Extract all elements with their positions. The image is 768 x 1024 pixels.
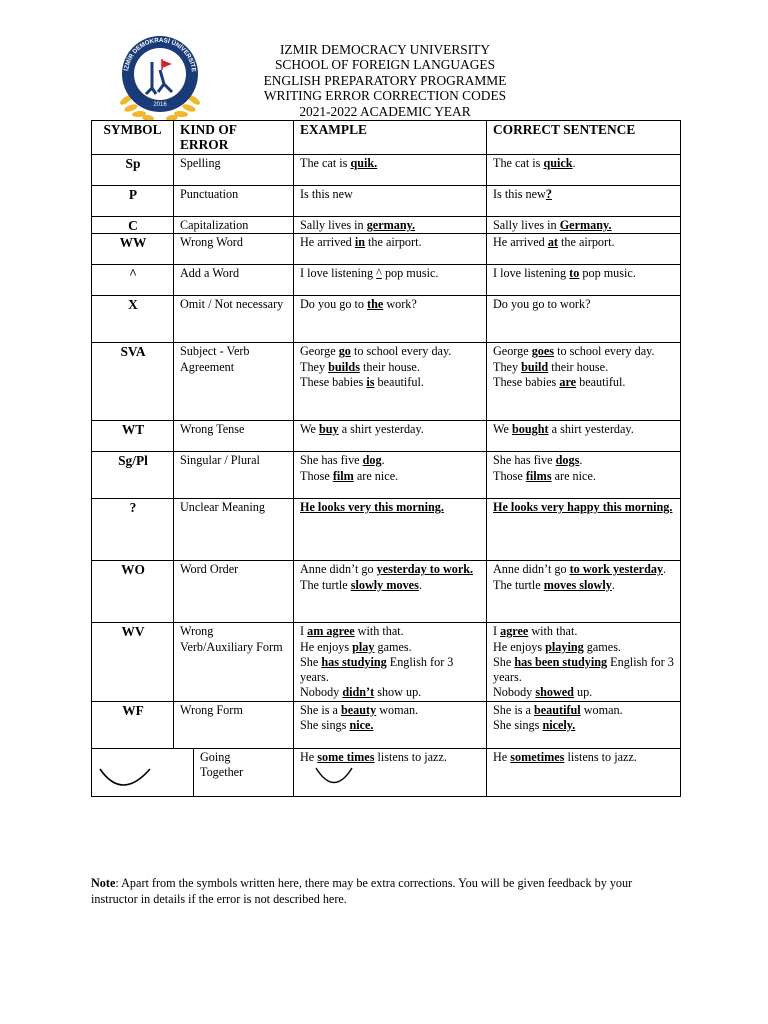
row-example [294,343,487,421]
emphasis-text: beautiful [533,702,581,717]
row-example [294,701,487,748]
correct-line: Do you go to work? [493,297,591,312]
emphasis-text: germany. [366,218,416,232]
row-correct [487,623,681,701]
row-symbol: X [92,296,174,343]
header-programme: ENGLISH PREPARATORY PROGRAMME [263,72,507,88]
table-row [92,217,681,234]
row-example [294,748,487,796]
table-row [92,452,681,499]
example-line: They builds their house. [300,359,420,374]
row-symbol: WO [92,561,174,623]
document-header [225,42,545,119]
correct-line: George goes to school every day. [493,344,655,359]
logo-arc-text: İZMİR DEMOKRASİ ÜNİVERSİTE [123,36,197,73]
row-correct [487,234,681,265]
emphasis-text: He looks very happy this morning. [493,500,673,515]
emphasis-text: films [525,468,552,483]
emphasis-text: He looks very this morning. [300,500,444,515]
correct-line: Anne didn’t go to work yesterday. [493,562,667,577]
emphasis-text: has studying [321,654,387,669]
row-correct [487,421,681,452]
row-kind: Wrong Verb/Auxiliary Form [174,623,294,701]
emphasis-text: nicely. [542,718,576,733]
example-line: Anne didn’t go yesterday to work. [300,562,474,577]
row-kind: Subject - Verb Agreement [174,343,294,421]
emphasis-text: go [338,344,351,359]
row-example [294,296,487,343]
row-example [294,186,487,217]
correct-line: He arrived at the airport. [493,235,615,250]
emphasis-text: showed [535,685,574,700]
row-symbol: WW [92,234,174,265]
row-correct [487,452,681,499]
emphasis-text: nice. [349,718,374,733]
table-row [92,155,681,186]
row-example [294,421,487,452]
emphasis-text: didn’t [342,685,375,700]
example-line: She has five dog. [300,453,385,468]
emphasis-text: yesterday to work. [376,562,474,577]
emphasis-text: dog [362,453,382,468]
note-label: Note [91,876,116,890]
example-line: These babies is beautiful. [300,374,424,389]
row-correct [487,748,681,796]
header-school: SCHOOL OF FOREIGN LANGUAGES [274,57,496,73]
header-year: 2021-2022 ACADEMIC YEAR [299,103,471,119]
row-kind: Wrong Tense [174,421,294,452]
example-line: The turtle slowly moves. [300,577,422,592]
emphasis-text: has been studying [514,654,608,669]
row-correct [487,561,681,623]
row-symbol: Sg/Pl [92,452,174,499]
footnote [91,875,651,907]
correct-line: She sings nicely. [493,718,576,733]
row-symbol: Sp [92,155,174,186]
emphasis-text: quick [543,156,573,170]
header-correct: CORRECT SENTENCE [487,121,681,155]
emphasis-text: moves slowly [543,577,612,592]
logo-year: 2016 [153,102,167,108]
emphasis-text: is [366,374,375,389]
emphasis-text: buy [318,422,339,437]
emphasis-text: playing [545,639,584,654]
correct-line: He enjoys playing games. [493,639,621,654]
example-line: George go to school every day. [300,344,452,359]
example-line: She sings nice. [300,718,374,733]
emphasis-text: at [547,235,558,250]
error-codes-table [91,120,681,797]
emphasis-text: the [367,297,384,312]
correct-line: These babies are beautiful. [493,374,626,389]
row-symbol: WF [92,701,174,748]
row-correct [487,343,681,421]
row-correct [487,217,681,234]
table-row [92,748,681,796]
table-row [92,265,681,296]
emphasis-text: are [559,374,577,389]
emphasis-text: agree [500,624,529,639]
emphasis-text: to work yesterday [569,562,664,577]
emphasis-text: some times [317,749,375,764]
row-kind: Wrong Word [174,234,294,265]
example-line: Those film are nice. [300,468,399,483]
example-line: He some times listens to jazz. [300,749,447,764]
correct-line: She has five dogs. [493,453,583,468]
row-kind: Capitalization [174,217,294,234]
example-line: Do you go to the work? [300,297,417,312]
row-example [294,217,487,234]
correct-line: Is this new? [493,187,552,201]
row-kind: Spelling [174,155,294,186]
emphasis-text: builds [328,359,360,374]
row-example [294,561,487,623]
example-line: We buy a shirt yesterday. [300,422,424,437]
emphasis-text: dogs [555,453,580,468]
emphasis-text: to [569,266,580,281]
emphasis-text: build [521,359,549,374]
row-kind: Singular / Plural [174,452,294,499]
note-text: : Apart from the symbols written here, there may be extra corrections. You will be given feedback by your instructor in details if the error is not described here. [91,876,633,906]
row-correct [487,155,681,186]
row-symbol: ? [92,499,174,561]
header-kind: KIND OF ERROR [174,121,294,155]
correct-line: The cat is quick. [493,156,576,170]
correct-line: Sally lives in Germany. [493,218,612,232]
row-correct [487,701,681,748]
row-example [294,234,487,265]
row-kind: Add a Word [174,265,294,296]
emphasis-text: slowly moves [350,577,419,592]
row-example [294,623,487,701]
row-example [294,499,487,561]
correct-line: Those films are nice. [493,468,596,483]
row-kind: Wrong Form [174,701,294,748]
table-row [92,343,681,421]
correct-line: The turtle moves slowly. [493,577,615,592]
row-correct [487,265,681,296]
example-line: Nobody didn’t show up. [300,685,422,700]
university-logo [112,30,208,126]
row-example [294,155,487,186]
correct-line: I love listening to pop music. [493,266,636,281]
row-correct [487,296,681,343]
emphasis-text: Germany. [559,218,612,232]
row-symbol: C [92,217,174,234]
emphasis-text: play [352,639,375,654]
example-line: She is a beauty woman. [300,702,419,717]
row-symbol: WT [92,421,174,452]
correct-line: I agree with that. [493,624,578,639]
emphasis-text: in [354,235,365,250]
row-example [294,452,487,499]
row-kind: Word Order [174,561,294,623]
row-correct [487,499,681,561]
header-title: WRITING ERROR CORRECTION CODES [263,88,507,104]
header-university: IZMIR DEMOCRACY UNIVERSITY [279,42,491,57]
example-line: He enjoys play games. [300,639,412,654]
table-row [92,186,681,217]
example-line: He arrived in the airport. [300,235,422,250]
correct-line: We bought a shirt yesterday. [493,422,634,437]
emphasis-text: quik. [350,156,378,170]
row-correct [487,186,681,217]
emphasis-text: beauty [340,702,377,717]
emphasis-text: sometimes [510,749,565,764]
going-together-arc-icon [92,749,194,796]
example-line [300,500,481,515]
emphasis-text: bought [511,422,549,437]
row-example [294,265,487,296]
going-together-arc-icon [300,765,481,795]
correct-line: They build their house. [493,359,609,374]
emphasis-text: am agree [307,624,355,639]
table-row [92,623,681,701]
row-symbol: WV [92,623,174,701]
correct-line [493,500,675,515]
going-together-cell [92,748,294,796]
row-kind: Punctuation [174,186,294,217]
example-line: Sally lives in germany. [300,218,416,232]
table-row [92,421,681,452]
table-row [92,499,681,561]
example-line: Is this new [300,187,353,201]
table-row [92,701,681,748]
row-symbol: ^ [92,265,174,296]
row-symbol: SVA [92,343,174,421]
correct-line: Nobody showed up. [493,685,593,700]
correct-line: He sometimes listens to jazz. [493,749,637,764]
example-line: I love listening ^ pop music. [300,266,439,281]
row-kind: Going Together [200,749,244,780]
row-kind: Omit / Not necessary [174,296,294,343]
table-row [92,296,681,343]
row-kind: Unclear Meaning [174,499,294,561]
table-row [92,234,681,265]
emphasis-text: ? [545,187,552,201]
emphasis-text: ^ [376,266,382,281]
example-line: She has studying English for 3 years. [300,654,454,685]
row-symbol: P [92,186,174,217]
emphasis-text: film [332,468,354,483]
table-row [92,561,681,623]
example-line: I am agree with that. [300,624,404,639]
correct-line: She is a beautiful woman. [493,702,623,717]
header-example: EXAMPLE [294,121,487,155]
example-line: The cat is quik. [300,156,378,170]
header-symbol: SYMBOL [92,121,174,155]
correct-line: She has been studying English for 3 years. [493,654,674,685]
emphasis-text: goes [531,344,555,359]
